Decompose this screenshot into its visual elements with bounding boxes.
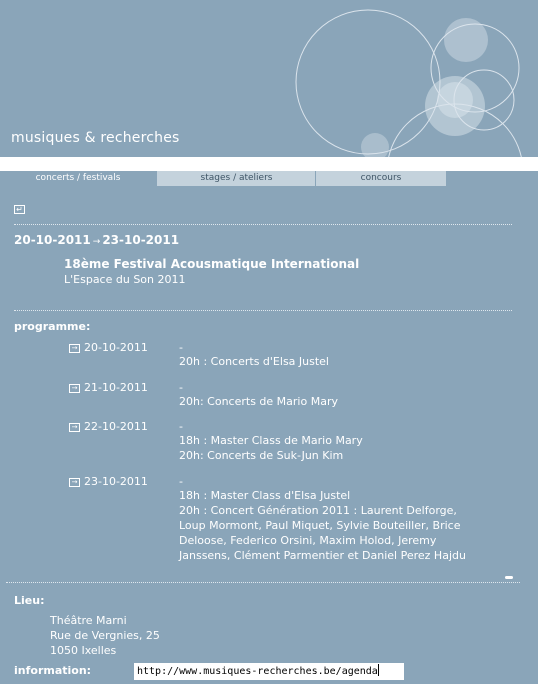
venue-line: 1050 Ixelles xyxy=(50,644,117,657)
link-arrow-icon[interactable]: → xyxy=(69,478,80,487)
divider xyxy=(14,310,512,311)
tab-concours[interactable]: concours xyxy=(315,171,446,186)
date-arrow-icon: → xyxy=(92,237,101,247)
entry-line: 20h: Concerts de Mario Mary xyxy=(179,395,338,408)
text-caret xyxy=(378,664,379,676)
entry-line: Janssens, Clément Parmentier et Daniel Perez Hajdu xyxy=(179,549,466,562)
header-divider xyxy=(0,157,538,171)
date-end: 23-10-2011 xyxy=(102,233,180,247)
event-subtitle: L'Espace du Son 2011 xyxy=(64,273,186,286)
entry-line: 20h : Concerts d'Elsa Justel xyxy=(179,355,329,368)
entry-date: 23-10-2011 xyxy=(84,475,148,488)
info-url-link[interactable] xyxy=(134,663,404,680)
lieu-label: Lieu: xyxy=(14,594,45,607)
programme-entry xyxy=(69,475,183,488)
back-arrow-icon[interactable]: ↵ xyxy=(14,205,25,214)
event-title: 18ème Festival Acousmatique International xyxy=(64,257,360,271)
link-arrow-icon[interactable]: → xyxy=(69,344,80,353)
entry-line: 18h : Master Class de Mario Mary xyxy=(179,434,363,447)
venue-line: Rue de Vergnies, 25 xyxy=(50,629,160,642)
programme-entry xyxy=(69,341,183,354)
date-start: 20-10-2011 xyxy=(14,233,91,247)
venue-address xyxy=(50,613,160,658)
tab-stages-ateliers[interactable]: stages / ateliers xyxy=(156,171,316,186)
entry-details xyxy=(179,354,519,369)
information-label: information: xyxy=(14,664,92,677)
programme-entry xyxy=(69,420,183,433)
entry-line: Deloose, Federico Orsini, Maxim Holod, Jeremy xyxy=(179,534,437,547)
site-header xyxy=(0,0,538,157)
entry-details xyxy=(179,488,519,563)
entry-dash: - xyxy=(179,420,183,433)
divider xyxy=(6,582,520,583)
entry-line: 20h : Concert Génération 2011 : Laurent Delforge, xyxy=(179,504,457,517)
decorative-mark xyxy=(505,576,513,579)
entry-date: 22-10-2011 xyxy=(84,420,148,433)
programme-entry xyxy=(69,381,183,394)
entry-dash: - xyxy=(179,475,183,488)
event-dates xyxy=(14,233,179,247)
tab-concerts-festivals[interactable]: concerts / festivals xyxy=(0,171,156,186)
entry-details xyxy=(179,433,519,463)
entry-line: 20h: Concerts de Suk-Jun Kim xyxy=(179,449,344,462)
link-arrow-icon[interactable]: → xyxy=(69,384,80,393)
info-url-text[interactable]: http://www.musiques-recherches.be/agenda xyxy=(137,666,378,677)
entry-details xyxy=(179,394,519,409)
link-arrow-icon[interactable]: → xyxy=(69,423,80,432)
site-title[interactable]: musiques & recherches xyxy=(11,130,180,146)
programme-label: programme: xyxy=(14,320,91,333)
entry-dash: - xyxy=(179,381,183,394)
entry-line: 18h : Master Class d'Elsa Justel xyxy=(179,489,351,502)
entry-dash: - xyxy=(179,341,183,354)
entry-date: 20-10-2011 xyxy=(84,341,148,354)
entry-date: 21-10-2011 xyxy=(84,381,148,394)
venue-line: Théâtre Marni xyxy=(50,614,127,627)
entry-line: Loup Mormont, Paul Miquet, Sylvie Bouteiller, Brice xyxy=(179,519,461,532)
tab-bar xyxy=(0,171,538,186)
divider xyxy=(14,224,512,225)
